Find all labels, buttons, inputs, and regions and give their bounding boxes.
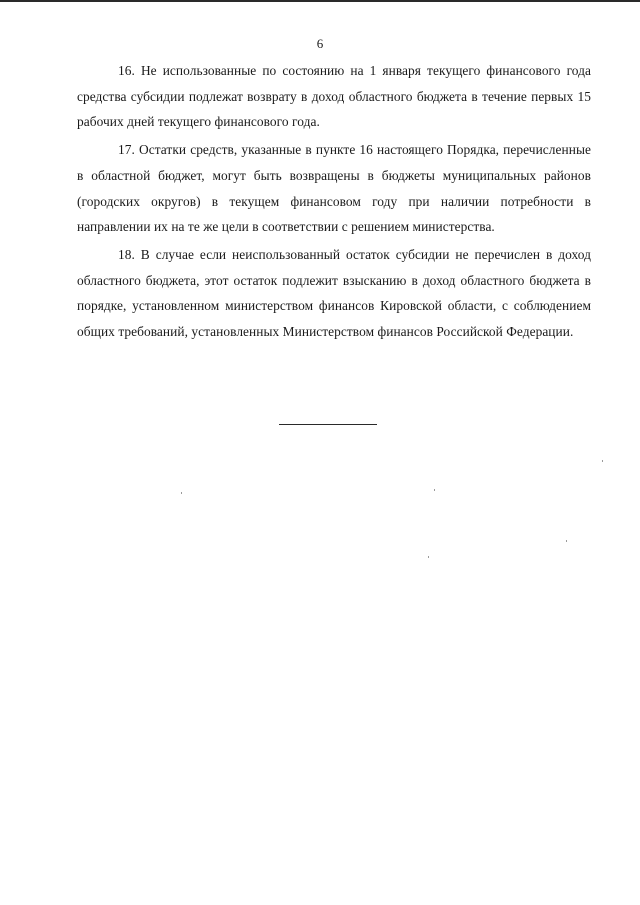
paragraph-18: 18. В случае если неиспользованный остаток субсидии не перечислен в доход областного бюджета, этот остаток подлежит взысканию в доход областного бюджета в порядке, установленном министерством финансов Кировской области, с соблюдением общих требований, установленных Министерством финансов Российской Федерации.	[77, 246, 591, 340]
scan-speck	[434, 489, 435, 491]
page-number: 6	[316, 36, 324, 51]
paragraph-17: 17. Остатки средств, указанные в пункте 16 настоящего Порядка, перечисленные в областной бюджет, могут быть возвращены в бюджеты муниципальных районов (городских округов) в текущем финансовом году при наличии потребности в направлении их на те же цели в соответствии с решением министерства.	[77, 142, 591, 235]
scan-speck	[566, 540, 567, 542]
document-body	[77, 58, 591, 347]
scan-speck	[428, 556, 429, 558]
scan-top-edge	[0, 0, 640, 2]
paragraph-16: 16. Не использованные по состоянию на 1 января текущего финансового года средства субсидии подлежат возврату в доход областного бюджета в течение первых 15 рабочих дней текущего финансового года.	[77, 63, 591, 130]
scan-speck	[602, 460, 603, 462]
end-of-text-rule	[279, 424, 377, 425]
scan-speck	[181, 492, 182, 494]
